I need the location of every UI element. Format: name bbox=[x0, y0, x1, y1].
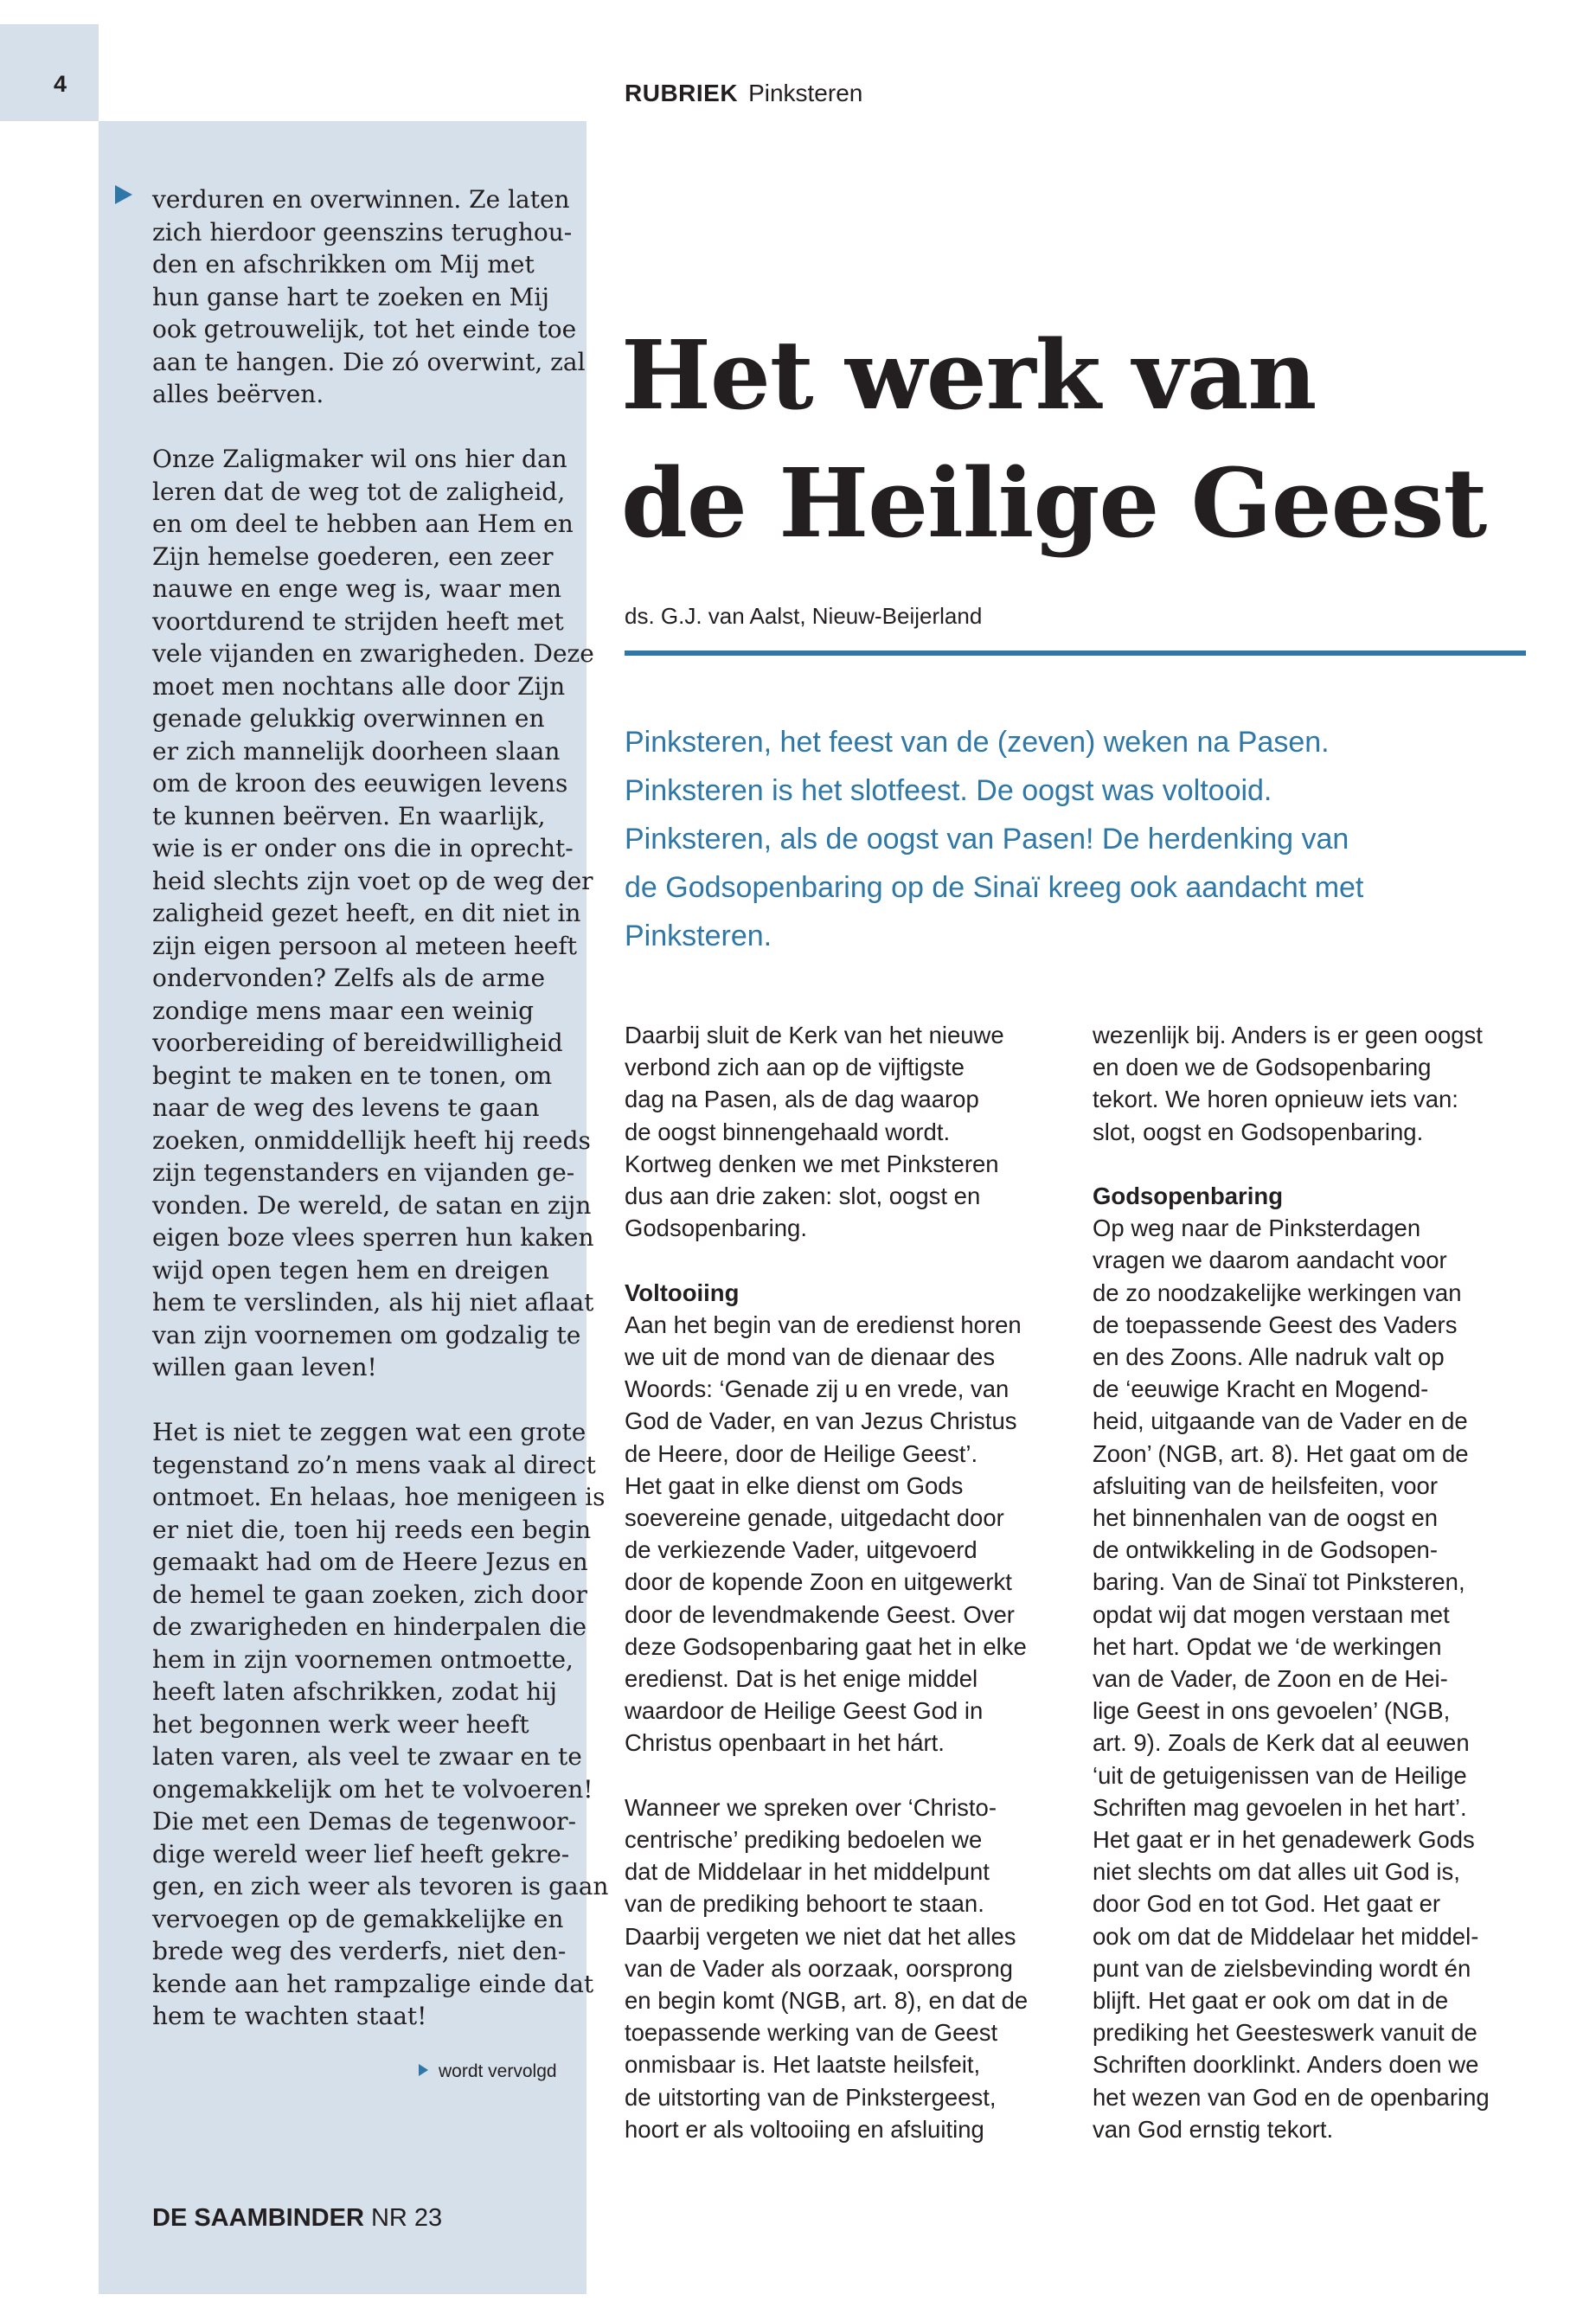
sidebar-text-line: hem in zijn voornemen ontmoette, bbox=[152, 1644, 574, 1674]
body-text-line: ook om dat de Middelaar het middel- bbox=[1093, 1922, 1479, 1950]
sidebar-text-line: genade gelukkig overwinnen en bbox=[152, 704, 545, 733]
sidebar-text-line: kende aan het rampzalige einde dat bbox=[152, 1969, 594, 1998]
sidebar-text-line: van zijn voornemen om godzalig te bbox=[152, 1320, 581, 1349]
body-text-line: waardoor de Heilige Geest God in bbox=[625, 1697, 984, 1725]
section-heading: Voltooiing bbox=[625, 1279, 740, 1306]
sidebar-text-line: gen, en zich weer als tevoren is gaan bbox=[152, 1872, 609, 1900]
sidebar-text-line: ondervonden? Zelfs als de arme bbox=[152, 964, 546, 992]
body-text-line: de oogst binnengehaald wordt. bbox=[625, 1118, 951, 1145]
sidebar-text-line: zaligheid gezet heeft, en dit niet in bbox=[152, 899, 581, 927]
sidebar-text-line: vervoegen op de gemakkelijke en bbox=[152, 1904, 564, 1933]
body-text-line: de toepassende Geest des Vaders bbox=[1093, 1311, 1458, 1338]
sidebar-text-line: wie is er onder ons die in oprecht- bbox=[152, 834, 574, 862]
sidebar-text-line: tegenstand zo’n mens vaak al direct bbox=[152, 1450, 596, 1479]
sidebar-text-line: zich hierdoor geenszins terughou- bbox=[152, 217, 573, 247]
body-text-line: Aan het begin van de eredienst horen bbox=[625, 1311, 1022, 1338]
sidebar-text-line: moet men nochtans alle door Zijn bbox=[152, 671, 566, 701]
footer-issue: NR 23 bbox=[370, 2204, 443, 2232]
body-text-line: God de Vader, en van Jezus Christus bbox=[625, 1407, 1017, 1435]
sidebar-text-line: zoeken, onmiddellijk heeft hij reeds bbox=[152, 1125, 591, 1155]
body-text-line: de ‘eeuwige Kracht en Mogend- bbox=[1093, 1375, 1429, 1403]
body-text-line: de zo noodzakelijke werkingen van bbox=[1093, 1279, 1462, 1306]
body-text-line: van de prediking behoort te staan. bbox=[625, 1890, 984, 1918]
body-text-line: onmisbaar is. Het laatste heilsfeit, bbox=[625, 2051, 981, 2079]
body-text-line: Godsopenbaring. bbox=[625, 1215, 807, 1242]
sidebar-text-line: alles beërven. bbox=[152, 380, 324, 408]
body-text-line: we uit de mond van de dienaar des bbox=[625, 1343, 996, 1371]
sidebar-text-line: wijd open tegen hem en dreigen bbox=[152, 1255, 549, 1285]
body-text-line: de ontwikkeling in de Godsopen- bbox=[1093, 1536, 1439, 1564]
sidebar-text-line: de hemel te gaan zoeken, zich door bbox=[152, 1580, 587, 1609]
sidebar-text-line: vonden. De wereld, de satan en zijn bbox=[152, 1190, 592, 1220]
sidebar-text-line: willen gaan leven! bbox=[152, 1353, 377, 1381]
body-text-line: Daarbij sluit de Kerk van het nieuwe bbox=[625, 1022, 1004, 1048]
sidebar-text-line: dige wereld weer lief heeft gekre- bbox=[152, 1839, 570, 1868]
body-text-line: heid, uitgaande van de Vader en de bbox=[1093, 1407, 1468, 1435]
sidebar-text-line: om de kroon des eeuwigen levens bbox=[152, 769, 568, 798]
body-text-line: door de kopende Zoon en uitgewerkt bbox=[625, 1568, 1012, 1596]
body-text-line: dat de Middelaar in het middelpunt bbox=[625, 1858, 990, 1886]
sidebar-text-line: en om deel te hebben aan Hem en bbox=[152, 510, 574, 538]
sidebar-text-line: gemaakt had om de Heere Jezus en bbox=[152, 1548, 588, 1576]
sidebar-text-line: ook getrouwelijk, tot het einde toe bbox=[152, 315, 577, 343]
continuation-arrow-icon bbox=[115, 185, 132, 204]
body-text-line: van God ernstig tekort. bbox=[1093, 2115, 1334, 2143]
body-text-line: en doen we de Godsopenbaring bbox=[1093, 1054, 1432, 1081]
body-text-line: de Heere, door de Heilige Geest’. bbox=[625, 1439, 978, 1467]
sidebar-text-line: Die met een Demas de tegenwoor- bbox=[152, 1807, 577, 1836]
intro-line: Pinksteren. bbox=[625, 920, 772, 952]
sidebar-text-line: Het is niet te zeggen wat een grote bbox=[152, 1418, 586, 1446]
body-text-line: het wezen van God en de openbaring bbox=[1093, 2083, 1490, 2111]
footer-brand: DE SAAMBINDER bbox=[152, 2204, 364, 2232]
body-text-line: niet slechts om dat alles uit God is, bbox=[1093, 1858, 1460, 1886]
body-text-line: wezenlijk bij. Anders is er geen oogst bbox=[1093, 1022, 1483, 1048]
body-text-line: het hart. Opdat we ‘de werkingen bbox=[1093, 1632, 1442, 1660]
sidebar-text-line: Onze Zaligmaker wil ons hier dan bbox=[152, 445, 567, 473]
rubric-label: RUBRIEK bbox=[625, 80, 739, 106]
sidebar-text-line: te kunnen beërven. En waarlijk, bbox=[152, 801, 546, 830]
body-text-line: Wanneer we spreken over ‘Christo- bbox=[625, 1793, 997, 1821]
sidebar-text-line: zijn eigen persoon al meteen heeft bbox=[152, 931, 577, 960]
body-text-line: blijft. Het gaat er ook om dat in de bbox=[1093, 1987, 1449, 2015]
body-text-line: verbond zich aan op de vijftigste bbox=[625, 1054, 965, 1081]
sidebar-text-line: de zwarigheden en hinderpalen die bbox=[152, 1612, 587, 1641]
body-text-line: art. 9). Zoals de Kerk dat al eeuwen bbox=[1093, 1729, 1470, 1757]
body-text-line: door God en tot God. Het gaat er bbox=[1093, 1890, 1441, 1918]
body-text-line: deze Godsopenbaring gaat het in elke bbox=[625, 1632, 1027, 1660]
footer bbox=[152, 2204, 442, 2233]
rubric-header bbox=[625, 80, 862, 107]
intro-line: Pinksteren is het slotfeest. De oogst was voltooid. bbox=[625, 774, 1272, 807]
body-text-line: lige Geest in ons gevoelen’ (NGB, bbox=[1093, 1697, 1451, 1725]
body-text-line: eredienst. Dat is het enige middel bbox=[625, 1665, 978, 1693]
paragraph-gap bbox=[625, 1244, 1074, 1276]
body-text-line: soevereine genade, uitgedacht door bbox=[625, 1504, 1004, 1532]
body-text-line: Het gaat er in het genadewerk Gods bbox=[1093, 1826, 1475, 1854]
sidebar-text-line: naar de weg des levens te gaan bbox=[152, 1093, 540, 1122]
body-text-line: afsluiting van de heilsfeiten, voor bbox=[1093, 1471, 1438, 1499]
body-text-line: toepassende werking van de Geest bbox=[625, 2019, 998, 2047]
body-text-line: vragen we daarom aandacht voor bbox=[1093, 1247, 1447, 1274]
article-byline: ds. G.J. van Aalst, Nieuw-Beijerland bbox=[625, 603, 983, 629]
body-text-line: tekort. We horen opnieuw iets van: bbox=[1093, 1086, 1458, 1113]
body-text-line: van de Vader als oorzaak, oorsprong bbox=[625, 1954, 1013, 1982]
body-text-line: Op weg naar de Pinksterdagen bbox=[1093, 1215, 1421, 1242]
sidebar-text-line: het begonnen werk weer heeft bbox=[152, 1709, 529, 1739]
body-text-line: Kortweg denken we met Pinksteren bbox=[625, 1150, 999, 1177]
sidebar-text-line: ontmoet. En helaas, hoe menigeen is bbox=[152, 1483, 606, 1511]
sidebar-text-line: voorbereiding of bereidwilligheid bbox=[152, 1029, 563, 1057]
body-text-line: en begin komt (NGB, art. 8), en dat de bbox=[625, 1987, 1029, 2015]
sidebar-text-line: den en afschrikken om Mij met bbox=[152, 250, 535, 279]
sidebar-text-line: eigen boze vlees sperren hun kaken bbox=[152, 1223, 594, 1252]
body-text-line: prediking het Geesteswerk vanuit de bbox=[1093, 2019, 1477, 2047]
play-arrow-icon bbox=[419, 2064, 428, 2076]
sidebar-text-line: heeft laten afschrikken, zodat hij bbox=[152, 1677, 557, 1706]
body-text-line: Het gaat in elke dienst om Gods bbox=[625, 1471, 964, 1499]
rubric-topic: Pinksteren bbox=[748, 80, 863, 106]
paragraph-gap bbox=[625, 1759, 1074, 1791]
sidebar-text-line: leren dat de weg tot de zaligheid, bbox=[152, 477, 566, 506]
sidebar-text-line: zondige mens maar een weinig bbox=[152, 996, 535, 1025]
body-text-line: punt van de zielsbevinding wordt én bbox=[1093, 1954, 1471, 1982]
intro-line: Pinksteren, als de oogst van Pasen! De herdenking van bbox=[625, 823, 1349, 856]
sidebar-text-line: hun ganse hart te zoeken en Mij bbox=[152, 282, 549, 311]
sidebar-text-line: brede weg des verderfs, niet den- bbox=[152, 1937, 567, 1965]
paragraph-gap bbox=[1093, 1148, 1542, 1180]
body-text-line: Zoon’ (NGB, art. 8). Het gaat om de bbox=[1093, 1439, 1469, 1467]
article-intro bbox=[625, 718, 1542, 960]
body-text-line: door de levendmakende Geest. Over bbox=[625, 1600, 1015, 1628]
body-text-line: van de Vader, de Zoon en de Hei- bbox=[1093, 1665, 1448, 1693]
sidebar-text-line: aan te hangen. Die zó overwint, zal bbox=[152, 347, 586, 376]
paragraph-gap bbox=[152, 1384, 576, 1417]
body-text-line: dag na Pasen, als de dag waarop bbox=[625, 1086, 979, 1113]
sidebar-text-line: er niet die, toen hij reeds een begin bbox=[152, 1515, 592, 1544]
continued-note bbox=[419, 2061, 580, 2082]
sidebar-text-line: vele vijanden en zwarigheden. Deze bbox=[152, 639, 594, 668]
body-text-line: opdat wij dat mogen verstaan met bbox=[1093, 1600, 1450, 1628]
body-text-line: Schriften mag gevoelen in het hart’. bbox=[1093, 1793, 1467, 1821]
body-text-line: Woords: ‘Genade zij u en vrede, van bbox=[625, 1375, 1010, 1403]
sidebar-text-line: ongemakkelijk om het te volvoeren! bbox=[152, 1774, 593, 1804]
sidebar-text-line: voortdurend te strijden heeft met bbox=[152, 606, 564, 636]
sidebar-text-line: begint te maken en te tonen, om bbox=[152, 1061, 553, 1090]
paragraph-gap bbox=[152, 411, 576, 444]
article-column-2 bbox=[1093, 1019, 1542, 2145]
continued-label: wordt vervolgd bbox=[439, 2061, 557, 2081]
sidebar-text bbox=[152, 183, 609, 2033]
body-text-line: centrische’ prediking bedoelen we bbox=[625, 1826, 983, 1854]
section-heading: Godsopenbaring bbox=[1093, 1183, 1283, 1209]
title-divider bbox=[625, 651, 1526, 656]
body-text-line: de verkiezende Vader, uitgevoerd bbox=[625, 1536, 977, 1564]
body-text-line: slot, oogst en Godsopenbaring. bbox=[1093, 1118, 1424, 1145]
title-line: Het werk van bbox=[621, 319, 1317, 431]
body-text-line: de uitstorting van de Pinkstergeest, bbox=[625, 2083, 997, 2111]
page-number: 4 bbox=[54, 71, 67, 97]
title-line: de Heilige Geest bbox=[621, 447, 1487, 559]
sidebar-text-line: hem te verslinden, als hij niet aflaat bbox=[152, 1288, 594, 1317]
body-text-line: ‘uit de getuigenissen van de Heilige bbox=[1093, 1761, 1467, 1789]
body-text-line: dus aan drie zaken: slot, oogst en bbox=[625, 1183, 981, 1210]
intro-line: Pinksteren, het feest van de (zeven) weken na Pasen. bbox=[625, 726, 1330, 759]
sidebar-text-line: Zijn hemelse goederen, een zeer bbox=[152, 542, 554, 571]
sidebar-text-line: heid slechts zijn voet op de weg der bbox=[152, 866, 593, 895]
body-text-line: Daarbij vergeten we niet dat het alles bbox=[625, 1922, 1016, 1950]
article-title bbox=[621, 311, 1573, 567]
sidebar-text-line: hem te wachten staat! bbox=[152, 2002, 427, 2030]
article-column-1 bbox=[625, 1019, 1074, 2145]
sidebar-text-line: zijn tegenstanders en vijanden ge- bbox=[152, 1158, 575, 1187]
intro-line: de Godsopenbaring op de Sinaï kreeg ook aandacht met bbox=[625, 871, 1364, 904]
sidebar-text-line: nauwe en enge weg is, waar men bbox=[152, 574, 561, 603]
body-text-line: Christus openbaart in het hárt. bbox=[625, 1729, 945, 1757]
sidebar-text-line: er zich mannelijk doorheen slaan bbox=[152, 736, 561, 766]
sidebar-text-line: laten varen, als veel te zwaar en te bbox=[152, 1742, 582, 1771]
body-text-line: baring. Van de Sinaï tot Pinksteren, bbox=[1093, 1568, 1465, 1596]
body-text-line: hoort er als voltooiing en afsluiting bbox=[625, 2115, 984, 2143]
sidebar-text-line: verduren en overwinnen. Ze laten bbox=[152, 185, 570, 214]
body-text-line: en des Zoons. Alle nadruk valt op bbox=[1093, 1343, 1445, 1371]
body-text-line: het binnenhalen van de oogst en bbox=[1093, 1504, 1439, 1532]
body-text-line: Schriften doorklinkt. Anders doen we bbox=[1093, 2051, 1479, 2079]
